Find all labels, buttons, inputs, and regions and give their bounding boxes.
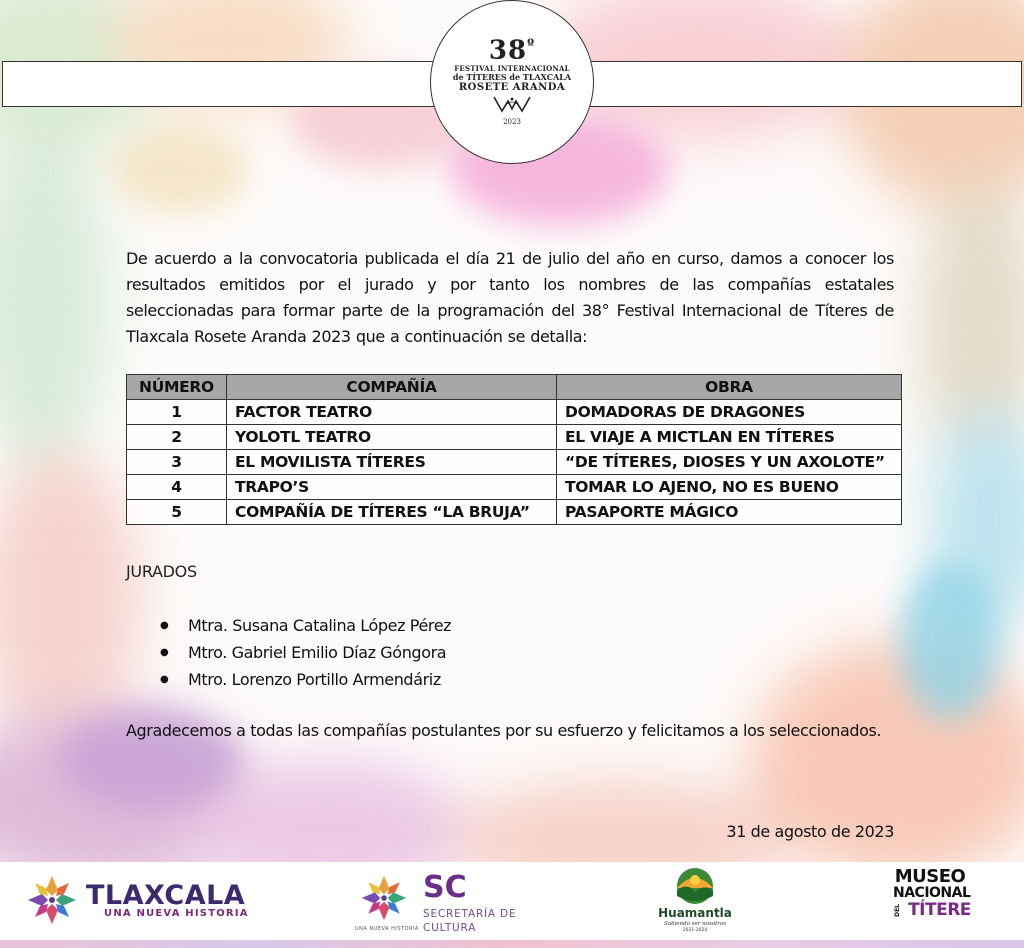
- logo-edition-number: $38^º$: [488, 35, 536, 66]
- table-row: [127, 450, 902, 475]
- cell-numero: 3: [127, 450, 227, 475]
- huamantla-tagline: Sabiendo ser nosotros: [663, 921, 727, 927]
- cell-obra: PASAPORTE MÁGICO: [557, 500, 902, 525]
- table-row: [127, 425, 902, 450]
- header-numero: NÚMERO: [127, 375, 227, 400]
- tlaxcala-flower-icon: [24, 872, 80, 928]
- list-item: ● Mtra. Susana Catalina López Pérez: [160, 612, 451, 639]
- sc-small-caption: UNA NUEVA HISTORIA: [355, 926, 419, 932]
- museo-line-1: MUSEO: [894, 866, 966, 887]
- cell-obra: “DE TÍTERES, DIOSES Y UN AXOLOTE”: [557, 450, 902, 475]
- intro-paragraph: De acuerdo a la convocatoria publicada el día 21 de julio del año en curso, damos a conocer los resultados emitidos por el jurado y por tanto los nombres de las compañías estatales seleccionadas para formar parte de la programación del 38° Festival Internacional de Títeres de Tlaxcala Rosete Aranda 2023 que a continuación se detalla:: [126, 249, 894, 346]
- sc-subtitle-2: CULTURA: [423, 922, 477, 934]
- sc-flower-icon: [358, 872, 410, 924]
- footer-logos: [0, 862, 1024, 940]
- logo-line-1: FESTIVAL INTERNACIONAL: [454, 63, 570, 73]
- cell-obra: TOMAR LO AJENO, NO ES BUENO: [557, 475, 902, 500]
- cell-compania: FACTOR TEATRO: [227, 400, 557, 425]
- cell-compania: YOLOTL TEATRO: [227, 425, 557, 450]
- jurados-list: [160, 612, 451, 693]
- cell-numero: 5: [127, 500, 227, 525]
- sc-subtitle-1: SECRETARÍA DE: [423, 908, 517, 920]
- logo-year: 2023: [503, 117, 521, 126]
- intro-section: [126, 246, 894, 350]
- cell-numero: 4: [127, 475, 227, 500]
- logo-line-3: ROSETE ARANDA: [458, 81, 566, 93]
- huamantla-years: 2021-2024: [682, 928, 708, 933]
- thanks-paragraph: Agradecemos a todas las compañías postulantes por su esfuerzo y felicitamos a los seleccionados.: [126, 721, 882, 740]
- tlaxcala-title: TLAXCALA: [86, 880, 246, 911]
- document-date: 31 de agosto de 2023: [726, 822, 894, 841]
- jurados-heading: JURADOS: [126, 562, 197, 581]
- header-compania: COMPAÑÍA: [227, 375, 557, 400]
- table-row: [127, 400, 902, 425]
- cell-compania: TRAPO’S: [227, 475, 557, 500]
- cell-obra: EL VIAJE A MICTLAN EN TÍTERES: [557, 425, 902, 450]
- cell-compania: COMPAÑÍA DE TÍTERES “LA BRUJA”: [227, 500, 557, 525]
- table-row: [127, 475, 902, 500]
- header-obra: OBRA: [557, 375, 902, 400]
- huamantla-name: Huamantla: [658, 906, 732, 920]
- tlaxcala-subtitle: UNA NUEVA HISTORIA: [104, 908, 249, 919]
- bottom-color-strip: [0, 940, 1024, 948]
- sc-title: SC: [423, 870, 467, 905]
- museo-line-2: NACIONAL: [893, 885, 971, 901]
- cell-obra: DOMADORAS DE DRAGONES: [557, 400, 902, 425]
- logo-line-2: de TÍTERES de TLAXCALA: [452, 71, 572, 82]
- museo-line-3: TÍTERE: [908, 900, 971, 920]
- logo-ornament-icon: [492, 95, 532, 113]
- cell-compania: EL MOVILISTA TÍTERES: [227, 450, 557, 475]
- cell-numero: 2: [127, 425, 227, 450]
- table-header-row: [127, 375, 902, 400]
- list-item: ● Mtro. Lorenzo Portillo Armendáriz: [160, 666, 451, 693]
- results-table: [126, 374, 902, 525]
- cell-numero: 1: [127, 400, 227, 425]
- table-row: [127, 500, 902, 525]
- museo-nacional-logo: [893, 866, 971, 920]
- museo-small-del: DEL: [894, 904, 902, 917]
- festival-logo: [430, 0, 594, 164]
- huamantla-emblem-icon: [672, 866, 718, 906]
- list-item: ● Mtro. Gabriel Emilio Díaz Góngora: [160, 639, 451, 666]
